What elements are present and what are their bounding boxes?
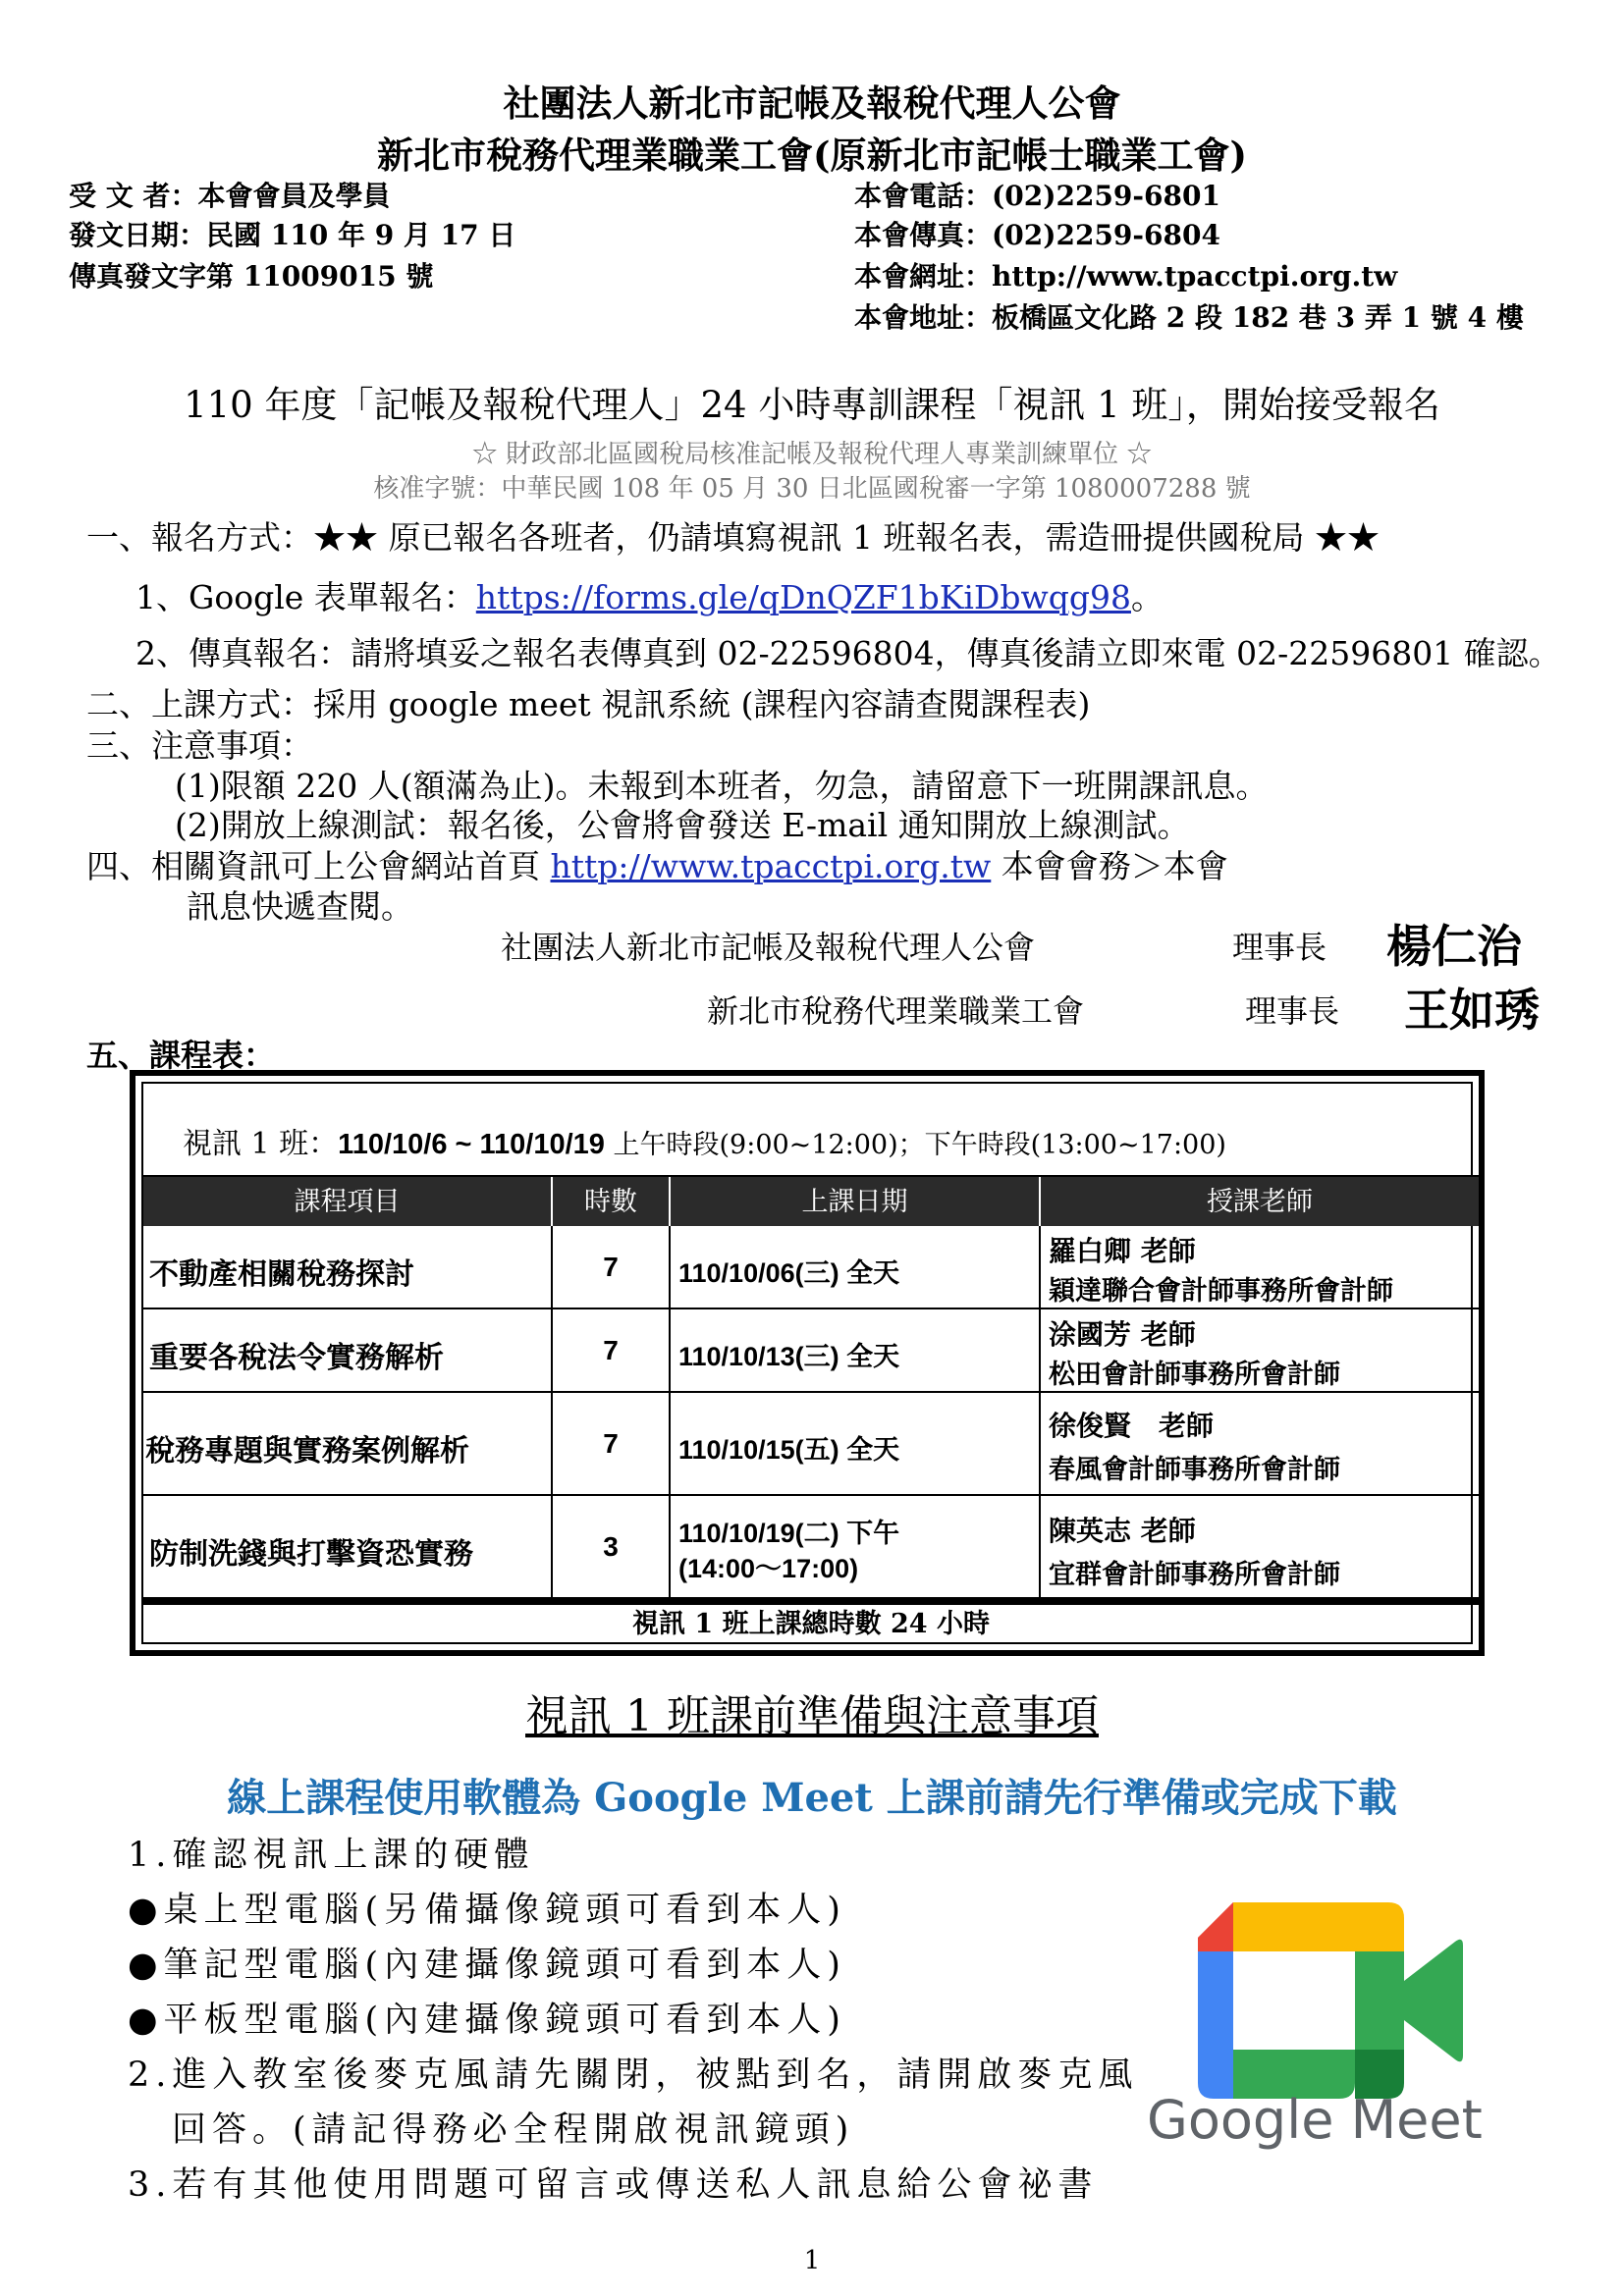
caption-sessions: 上午時段(9:00~12:00)；下午時段(13:00~17:00)	[604, 1130, 1226, 1160]
signature-org-2: 新北市稅務代理業職業工會	[707, 992, 1085, 1030]
teacher-name: 羅白卿 老師	[1049, 1235, 1196, 1267]
signature-role-2: 理事長	[1245, 992, 1340, 1030]
course-name: 防制洗錢與打擊資恐實務	[149, 1537, 473, 1572]
header-date: 上課日期	[671, 1177, 1041, 1226]
header-course: 課程項目	[143, 1177, 553, 1226]
phone: 本會電話：(02)2259-6801	[854, 180, 1220, 212]
table-row	[143, 1226, 553, 1309]
prep-item-tablet: ●平板型電腦(內建攝像鏡頭可看到本人)	[128, 2001, 846, 2040]
teacher-firm: 宜群會計師事務所會計師	[1049, 1560, 1340, 1590]
table-row	[143, 1393, 553, 1496]
course-hours: 3	[603, 1531, 619, 1562]
hours-cell	[553, 1309, 671, 1393]
course-date: 110/10/19(二) 下午	[678, 1519, 900, 1548]
date-cell	[671, 1309, 1041, 1393]
main-title: 110 年度「記帳及報稅代理人」24 小時專訓課程「視訊 1 班」，開始接受報名	[184, 384, 1440, 426]
teacher-cell	[1041, 1226, 1479, 1309]
prep-item-3: 3.若有其他使用問題可留言或傳送私人訊息給公會祕書	[128, 2165, 1099, 2205]
fax-registration: 2、傳真報名：請將填妥之報名表傳真到 02-22596804，傳真後請立即來電 02-22596801 確認。	[135, 634, 1561, 672]
section-4-line-2: 訊息快遞查閱。	[187, 887, 413, 926]
table-caption-text	[183, 1119, 1226, 1162]
date-cell	[671, 1393, 1041, 1496]
org-title-1: 社團法人新北市記帳及報稅代理人公會	[503, 81, 1121, 125]
org-title-2: 新北市稅務代理業職業工會(原新北市記帳士職業工會)	[376, 133, 1247, 177]
section-2: 二、上課方式：採用 google meet 視訊系統 (課程內容請查閱課程表)	[86, 685, 1091, 723]
hours-cell	[553, 1226, 671, 1309]
website: 本會網址：http://www.tpacctpi.org.tw	[854, 260, 1398, 293]
teacher-firm: 松田會計師事務所會計師	[1049, 1360, 1340, 1390]
issue-date: 發文日期：民國 110 年 9 月 17 日	[69, 219, 516, 251]
google-form-suffix: 。	[1131, 578, 1164, 616]
caption-dates: 110/10/6 ~ 110/10/19	[338, 1129, 605, 1160]
prep-item-1: 1.確認視訊上課的硬體	[128, 1836, 535, 1875]
google-form-link[interactable]: https://forms.gle/qDnQZF1bKiDbwqg98	[475, 578, 1131, 616]
prep-title: 視訊 1 班課前準備與注意事項	[525, 1691, 1099, 1741]
table-caption	[143, 1084, 1479, 1177]
course-name: 不動產相關稅務探討	[149, 1257, 414, 1292]
prep-subtitle: 線上課程使用軟體為 Google Meet 上課前請先行準備或完成下載	[227, 1775, 1397, 1821]
section-4-line	[86, 841, 1228, 887]
teacher-firm: 穎達聯合會計師事務所會計師	[1049, 1276, 1393, 1307]
document-number: 傳真發文字第 11009015 號	[69, 260, 434, 293]
approval-line-2: 核准字號：中華民國 108 年 05 月 30 日北區國稅審一字第 1080007288 號	[373, 474, 1251, 504]
teacher-cell	[1041, 1309, 1479, 1393]
teacher-name: 徐俊賢 老師	[1049, 1410, 1215, 1442]
note-2: (2)開放上線測試：報名後，公會將會發送 E-mail 通知開放上線測試。	[175, 806, 1190, 844]
course-hours: 7	[603, 1335, 619, 1365]
table-inner-frame	[141, 1082, 1473, 1644]
note-1: (1)限額 220 人(額滿為止)。未報到本班者，勿急，請留意下一班開課訊息。	[175, 767, 1269, 805]
course-date: 110/10/13(三) 全天	[678, 1342, 900, 1371]
prep-item-laptop: ●筆記型電腦(內建攝像鏡頭可看到本人)	[128, 1946, 846, 1985]
signature-name-1: 楊仁治	[1386, 920, 1522, 973]
section-4-prefix: 四、相關資訊可上公會網站首頁	[86, 847, 551, 885]
teacher-cell	[1041, 1496, 1479, 1599]
header-teacher: 授課老師	[1041, 1177, 1479, 1226]
signature-org-1: 社團法人新北市記帳及報稅代理人公會	[501, 929, 1036, 966]
course-hours: 7	[603, 1428, 619, 1459]
date-cell	[671, 1226, 1041, 1309]
date-cell	[671, 1496, 1041, 1599]
association-website-link[interactable]: http://www.tpacctpi.org.tw	[550, 847, 992, 885]
fax-number: 本會傳真：(02)2259-6804	[854, 219, 1220, 251]
hours-cell	[553, 1393, 671, 1496]
table-row	[143, 1309, 553, 1393]
google-form-line	[135, 572, 1164, 618]
header-hours: 時數	[553, 1177, 671, 1226]
approval-line-1: ☆ 財政部北區國稅局核准記帳及報稅代理人專業訓練單位 ☆	[471, 440, 1153, 469]
teacher-name: 涂國芳 老師	[1049, 1318, 1196, 1351]
course-date: 110/10/06(三) 全天	[678, 1258, 900, 1288]
course-name: 稅務專題與實務案例解析	[145, 1434, 469, 1468]
section-5-heading: 五、課程表：	[86, 1037, 276, 1074]
prep-item-desktop: ●桌上型電腦(另備攝像鏡頭可看到本人)	[128, 1891, 846, 1930]
google-form-label: 1、Google 表單報名：	[135, 578, 476, 616]
section-3-heading: 三、注意事項：	[86, 726, 313, 765]
prep-item-2: 2.進入教室後麥克風請先關閉，被點到名，請開啟麥克風	[128, 2056, 1139, 2095]
signature-name-2: 王如琇	[1404, 984, 1540, 1037]
course-hours: 7	[603, 1252, 619, 1282]
total-hours: 視訊 1 班上課總時數 24 小時	[143, 1599, 1479, 1644]
hours-cell	[553, 1496, 671, 1599]
caption-class: 視訊 1 班：	[183, 1127, 339, 1161]
google-meet-wordmark: Google Meet	[1147, 2089, 1483, 2151]
course-time: (14:00～17:00)	[678, 1554, 859, 1583]
signature-role-1: 理事長	[1232, 929, 1327, 966]
prep-item-2-cont: 回答。(請記得務必全程開啟視訊鏡頭)	[172, 2110, 855, 2150]
teacher-cell	[1041, 1393, 1479, 1496]
section-1-heading: 一、報名方式：★★ 原已報名各班者，仍請填寫視訊 1 班報名表，需造冊提供國稅局 ★★	[86, 518, 1380, 557]
course-schedule-table	[130, 1070, 1485, 1656]
section-4-suffix: 本會會務＞本會	[991, 847, 1228, 885]
teacher-firm: 春風會計師事務所會計師	[1049, 1455, 1340, 1485]
recipient: 受 文 者：本會會員及學員	[69, 180, 391, 212]
table-row	[143, 1496, 553, 1599]
teacher-name: 陳英志 老師	[1049, 1515, 1196, 1547]
page-number: 1	[803, 2246, 821, 2275]
course-date: 110/10/15(五) 全天	[678, 1435, 900, 1465]
address: 本會地址：板橋區文化路 2 段 182 巷 3 弄 1 號 4 樓	[854, 301, 1524, 334]
course-name: 重要各稅法令實務解析	[149, 1341, 444, 1375]
